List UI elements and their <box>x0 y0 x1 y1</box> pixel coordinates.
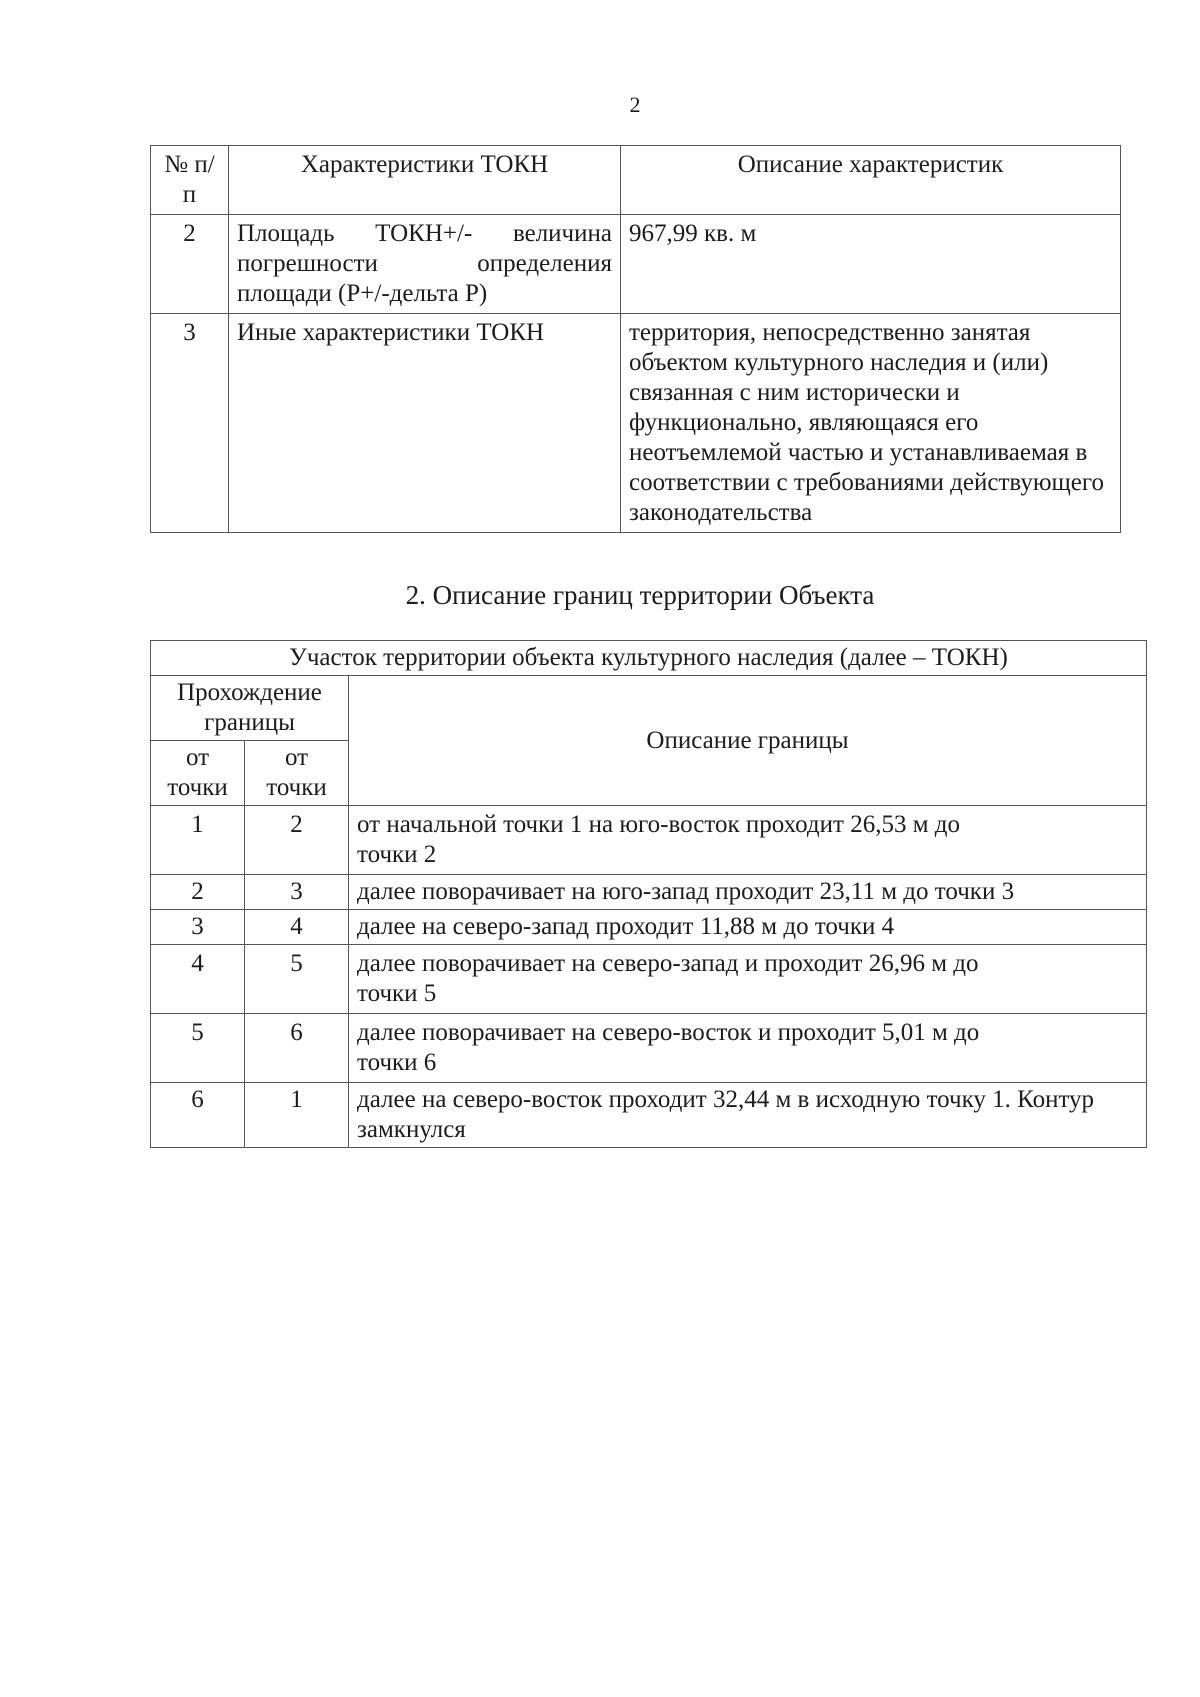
header-passage: Прохождение границы <box>151 676 349 741</box>
table-row <box>151 945 1147 1014</box>
row-to: 1 <box>245 1083 349 1148</box>
row-from: 5 <box>151 1014 245 1083</box>
row-to: 2 <box>245 806 349 875</box>
row-from: 1 <box>151 806 245 875</box>
table-row <box>151 314 1121 533</box>
row-description: далее поворачивает на юго-запад проходит 23,11 м до точки 3 <box>349 875 1147 910</box>
row-description: территория, непосредственно занятая объектом культурного наследия и (или) связанная с ним исторически и функционально, являющаяся его неотъемлемой частью и устанавливаемая в соответствии с требованиями действующего законодательства <box>621 314 1121 533</box>
header-num: № п/п <box>151 146 229 215</box>
row-description: далее поворачивает на северо-запад и проходит 26,96 м до точки 5 <box>349 945 1147 1014</box>
table-row <box>151 806 1147 875</box>
boundary-table <box>150 640 1147 1148</box>
page-number: 2 <box>629 92 641 117</box>
row-to: 4 <box>245 910 349 945</box>
row-from: 3 <box>151 910 245 945</box>
table-header-row <box>151 676 1147 741</box>
header-description: Описание характеристик <box>621 146 1121 215</box>
table-row <box>151 910 1147 945</box>
table-row <box>151 1014 1147 1083</box>
header-from-point: от точки <box>151 741 245 806</box>
row-description: далее на северо-восток проходит 32,44 м в исходную точку 1. Контур замкнулся <box>349 1083 1147 1148</box>
table-caption: Участок территории объекта культурного наследия (далее – ТОКН) <box>151 641 1147 676</box>
row-from: 6 <box>151 1083 245 1148</box>
table-row <box>151 875 1147 910</box>
table-caption-row <box>151 641 1147 676</box>
row-description: 967,99 кв. м <box>621 215 1121 314</box>
row-characteristic: Иные характеристики ТОКН <box>229 314 621 533</box>
row-to: 5 <box>245 945 349 1014</box>
row-description: далее поворачивает на северо-восток и проходит 5,01 м до точки 6 <box>349 1014 1147 1083</box>
table-row <box>151 215 1121 314</box>
table-row <box>151 1083 1147 1148</box>
table-header-row <box>151 146 1121 215</box>
row-description: далее на северо-запад проходит 11,88 м до точки 4 <box>349 910 1147 945</box>
row-num: 3 <box>151 314 229 533</box>
characteristics-table <box>150 145 1121 533</box>
row-from: 4 <box>151 945 245 1014</box>
row-to: 3 <box>245 875 349 910</box>
header-to-point: от точки <box>245 741 349 806</box>
header-boundary-description: Описание границы <box>349 676 1147 806</box>
row-num: 2 <box>151 215 229 314</box>
row-from: 2 <box>151 875 245 910</box>
section-title: 2. Описание границ территории Объекта <box>405 580 875 610</box>
row-characteristic: Площадь ТОКН+/- величина погрешности определения площади (Р+/-дельта Р) <box>229 215 621 314</box>
row-description: от начальной точки 1 на юго-восток проходит 26,53 м до точки 2 <box>349 806 1147 875</box>
row-to: 6 <box>245 1014 349 1083</box>
header-characteristic: Характеристики ТОКН <box>229 146 621 215</box>
